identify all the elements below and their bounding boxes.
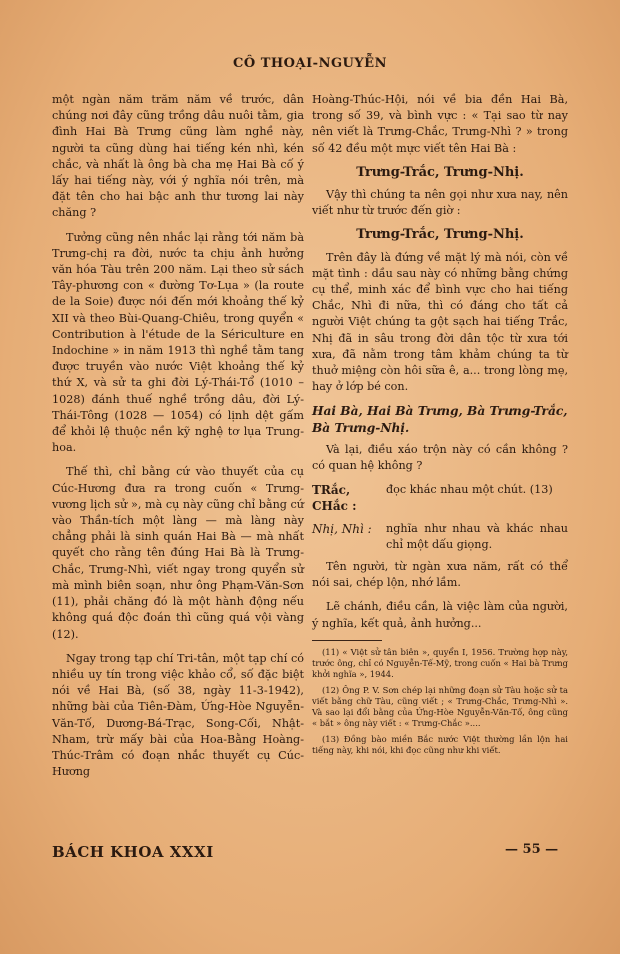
paragraph: Tưởng cũng nên nhắc lại rằng tới năm bà Trưng-chị ra đời, nước ta chịu ảnh hưởng văn hóa Tàu trên 200 năm. Lại theo sử sách Tây-phương con « đường Tơ-Lụa » (la route de la Soie) được nói đến mới khoảng thế kỷ XII và theo Bùi-Quang-Chiêu, trong quyển « Contribution à l'étude de la Sériculture en Indochine » in năm 1913 thì nghề tằm tang được truyền vào nước Việt khoảng thế kỷ thứ X, và sử ta ghi đời Lý-Thái-Tổ (1010 – 1028) đánh thuế nghề trồng dâu, đời Lý-Thái-Tông (1028 — 1054) có lịnh dệt gấm để khỏi lệ thuộc nền kỹ nghệ tơ lụa Trung-hoa. [52, 230, 304, 455]
gloss-term: TRắc, CHắc : [312, 483, 357, 514]
name-heading: Trưng-Trắc, Trưng-Nhị. [356, 227, 524, 243]
right-column [312, 92, 568, 761]
running-header: CÔ THOẠI-NGUYỄN [233, 56, 387, 71]
paragraph: Tên người, từ ngàn xưa năm, rất có thể nói sai, chép lộn, nhớ lầm. [312, 560, 568, 590]
magazine-name: BÁCH KHOA XXXI [52, 843, 214, 861]
paragraph: Vậy thì chúng ta nên gọi như xưa nay, nên viết như từ trước đến giờ : [312, 188, 568, 218]
name-heading-italic: Hai Bà, Hai Bà Trưng, Bà Trưng-Trắc, Bà Trưng-Nhị. [312, 404, 568, 435]
gloss-term: Nhị, Nhì : [312, 521, 372, 536]
page-number: — 55 — [505, 842, 559, 857]
name-heading: Trưng-Trắc, Trưng-Nhị. [356, 164, 524, 180]
paragraph: một ngàn năm trăm năm về trước, dân chúng nơi đây cũng trồng dâu nuôi tằm, gia đình Hai Bà Trưng cũng làm nghề này, người ta cũng dùng hai tiếng kén nhì, kén chắc, và nhất là ông bà cha mẹ Hai Bà cố ý lấy hai tiếng này, với ý nghĩa nói trên, mà đặt tên cho hai bậc anh thư tương lai này chăng ? [52, 93, 304, 220]
footnote: (13) Đồng bào miền Bắc nước Việt thường lần lộn hai tiếng này, khi nói, khi đọc cũng như khi viết. [312, 733, 568, 755]
left-column [52, 92, 304, 788]
gloss-definition: đọc khác nhau một chút. (13) [386, 483, 553, 497]
footnote: (12) Ông P. V. Sơn chép lại những đoạn sử Tàu hoặc sử ta viết bằng chữ Tàu, cũng viết ; « Trưng-Chắc, Trưng-Nhì ». Và sao lại đổi bằng của Ứng-Hòe Nguyễn-Văn-Tố, ông cũng « bắt » ông này viết : « Trưng-Chắc ».... [312, 684, 568, 728]
gloss-row [312, 521, 568, 553]
paragraph: Thế thì, chỉ bằng cứ vào thuyết của cụ Cúc-Hương đưa ra trong cuốn « Trưng-vương lịch sử », mà cụ này cũng chỉ bằng cứ vào Thần-tích một làng — mà làng này chẳng phải là sinh quán Hai Bà — mà nhất quyết cho rằng tên đúng Hai Bà là Trưng-Chắc, Trưng-Nhì, viết ngay trong quyển sử mà mình biên soạn, như ông Phạm-Văn-Sơn (11), phải chăng đó là một hành động nếu không quá độc đoán thì cũng quá vội vàng (12). [52, 465, 304, 641]
footnote-divider [312, 640, 382, 641]
gloss-row [312, 482, 568, 514]
paragraph: Lẽ chánh, điều cần, là việc làm của người, ý nghĩa, kết quả, ảnh hưởng... [312, 600, 568, 630]
gloss-definition: nghĩa như nhau và khác nhau chỉ một dấu giọng. [386, 521, 568, 551]
paragraph: Hoàng-Thúc-Hội, nói về bia đền Hai Bà, trong số 39, và bình vực : « Tại sao từ nay nên viết là Trưng-Chắc, Trưng-Nhì ? » trong số 42 đều một mực viết tên Hai Bà : [312, 93, 568, 155]
paragraph: Ngay trong tạp chí Tri-tân, một tạp chí có nhiều uy tín trong việc khảo cổ, số đặc biệt nói về Hai Bà, (số 38, ngày 11-3-1942), những bài của Tiên-Đàm, Ứng-Hòe Nguyễn-Văn-Tố, Dương-Bá-Trạc, Song-Cối, Nhật-Nham, trừ mấy bài của Hoa-Bằng Hoàng-Thúc-Trâm có đoạn nhắc thuyết cụ Cúc-Hương [52, 651, 304, 779]
paragraph: Và lại, điều xáo trộn này có cần không ? có quan hệ không ? [312, 442, 568, 473]
paragraph: Trên đây là đứng về mặt lý mà nói, còn về mặt tình : dầu sau này có những bằng chứng cụ thể, minh xác để bình vực cho hai tiếng Chắc, Nhì đi nữa, thì có đáng cho tất cả người Việt chúng ta gột sạch hai tiếng Trắc, Nhị đã in sâu trong đời dân tộc từ xưa tới xưa, đã nằm trong tâm khảm chúng ta từ thuở miệng còn hôi sữa ê, a... trong lòng mẹ, hay ở lớp bé con. [312, 250, 568, 394]
footnote: (11) « Việt sử tân biên », quyển I, 1956. Trường hợp này, trước ông, chỉ có Nguyễn-Tế-Mỹ, trong cuốn « Hai bà Trưng khởi nghĩa », 1944. [312, 646, 568, 679]
